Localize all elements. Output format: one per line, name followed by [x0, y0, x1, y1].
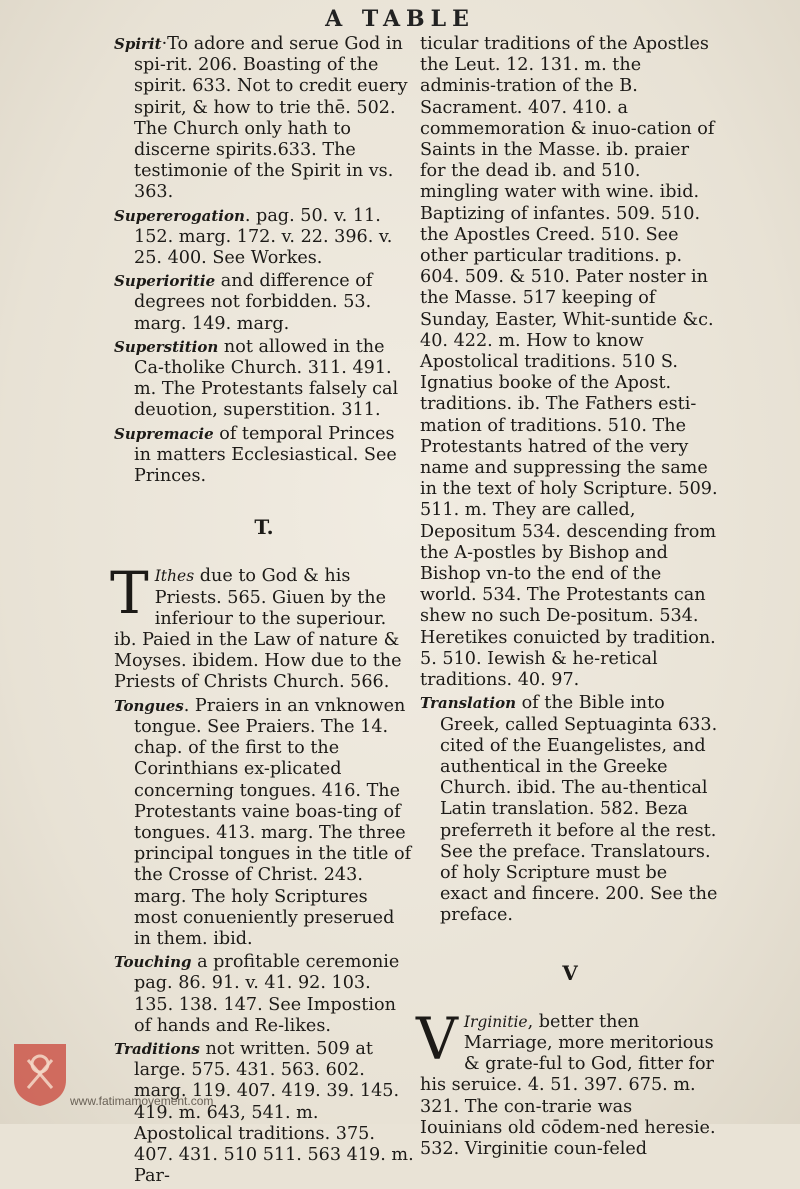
index-entry: [114, 271, 414, 335]
footer-url[interactable]: www.fatimamovement.com: [70, 1094, 214, 1108]
right-column: [416, 34, 720, 1162]
index-entry-virginitie: [416, 1004, 720, 1160]
index-entry: [420, 693, 720, 926]
entry-text: of the Bible into Greek, called Septuaginta 633. cited of the Euangelistes, and authentical in the Greeke Church. ibid. The au-thentical Latin translation. 582. Beza preferreth it before al the rest. See the preface. Translatours. of holy Scripture must be exact and fincere. 200. See the preface.: [440, 693, 718, 926]
index-entry: [114, 424, 414, 488]
papal-keys-logo-icon: [10, 1040, 70, 1108]
entry-headword: Superstition: [114, 337, 219, 356]
index-entry: [114, 34, 414, 204]
drop-cap-t: T: [110, 559, 149, 628]
entry-text: a profitable ceremonie pag. 86. 91. v. 41. 92. 103. 135. 138. 147. See Impostion of hands and Re-likes.: [134, 952, 400, 1036]
page-header: A TABLE: [325, 6, 475, 32]
entry-text: not written. 509 at large. 575. 431. 563. 602. marg. 119. 407. 419. 39. 145. 419. m. 643, 541. m. Apostolical traditions. 375. 407. 431. 510 511. 563 419. m. Par-: [134, 1038, 414, 1187]
entry-headword: Spirit: [114, 35, 162, 53]
left-column: [110, 34, 414, 1189]
entry-headword: Ithes: [154, 567, 195, 586]
entry-headword: Supererogation: [114, 206, 245, 225]
letter-heading-t: T.: [254, 515, 274, 540]
index-entry: [114, 337, 414, 422]
entry-text: not allowed in the Ca-tholike Church. 311. 491. m. The Protestants falsely cal deuotion, superstition. 311.: [134, 336, 399, 421]
entry-headword: Superioritie: [114, 272, 216, 291]
entry-headword: Supremacie: [114, 424, 214, 443]
entry-text: of temporal Princes in matters Ecclesiastical. See Princes.: [134, 423, 397, 487]
entry-text: , better then Marriage, more meritorious & grate-ful to God, fitter for his seruice. 4. 51. 397. 675. m. 321. The con-trarie was Iouinians old cōdem-ned heresie. 532. Virginitie coun-feled: [420, 1011, 716, 1159]
index-entry: [114, 952, 414, 1037]
index-entry: [114, 696, 414, 950]
entry-text: ticular traditions of the Apostles the Leut. 12. 131. m. the adminis-tration of the B. Sacrament. 407. 410. a commemoration & inuo-cation of Saints in the Masse. ib. praier for the dead ib. and 510. mingling water with wine. ibid. Baptizing of infantes. 509. 510. the Apostles Creed. 510. See other particular traditions. p. 604. 509. & 510. Pater noster in the Masse. 517 keeping of Sunday, Easter, Whit-suntide &c. 40. 422. m. How to know Apostolical traditions. 510 S. Ignatius booke of the Apost. traditions. ib. The Fathers esti-mation of traditions. 510. The Protestants hatred of the very name and suppressing the same in the text of holy Scripture. 509. 511. m. They are called, Depositum 534. descending from the A-postles by Bishop and Bishop vn-to the end of the world. 534. The Protestants can shew no such De-positum. 534. Heretikes conuicted by tradition. 5. 510. Iewish & he-retical traditions. 40. 97.: [420, 34, 718, 691]
entry-text: due to God & his Priests. 565. Giuen by the inferiour to the superiour. ib. Paied in the Law of nature & Moyses. ibidem. How due to the Priests of Christs Church. 566.: [114, 566, 402, 693]
index-entry-tithes: [110, 559, 414, 693]
entry-text: ·To adore and serue God in spi-rit. 206. Boasting of the spirit. 633. Not to credit euery spirit, & how to trie thē. 502. The Church only hath to discerne spirits.633. The testimonie of the Spirit in vs. 363.: [134, 34, 408, 203]
entry-headword: Traditions: [114, 1039, 200, 1058]
entry-headword: Touching: [114, 953, 192, 972]
entry-text: and difference of degrees not forbidden. 53. marg. 149. marg.: [134, 271, 373, 334]
index-entry: [114, 1039, 414, 1187]
entry-text: . pag. 50. v. 11. 152. marg. 172. v. 22. 396. v. 25. 400. See Workes.: [134, 205, 393, 269]
letter-heading-v: V: [562, 960, 578, 985]
entry-headword: Translation: [420, 694, 516, 713]
drop-cap-v: V: [416, 1004, 458, 1073]
entry-headword: Tongues: [114, 696, 184, 715]
index-entry: [420, 34, 720, 691]
entry-text: . Praiers in an vnknowen tongue. See Praiers. The 14. chap. of the first to the Corinthians ex-plicated concerning tongues. 416. The Protestants vaine boas-ting of tongues. 413. marg. The three principal tongues in the title of the Crosse of Christ. 243. marg. The holy Scriptures most conueniently preserued in them. ibid.: [134, 695, 412, 949]
entry-headword: Irginitie: [463, 1012, 528, 1031]
index-entry: [114, 206, 414, 270]
